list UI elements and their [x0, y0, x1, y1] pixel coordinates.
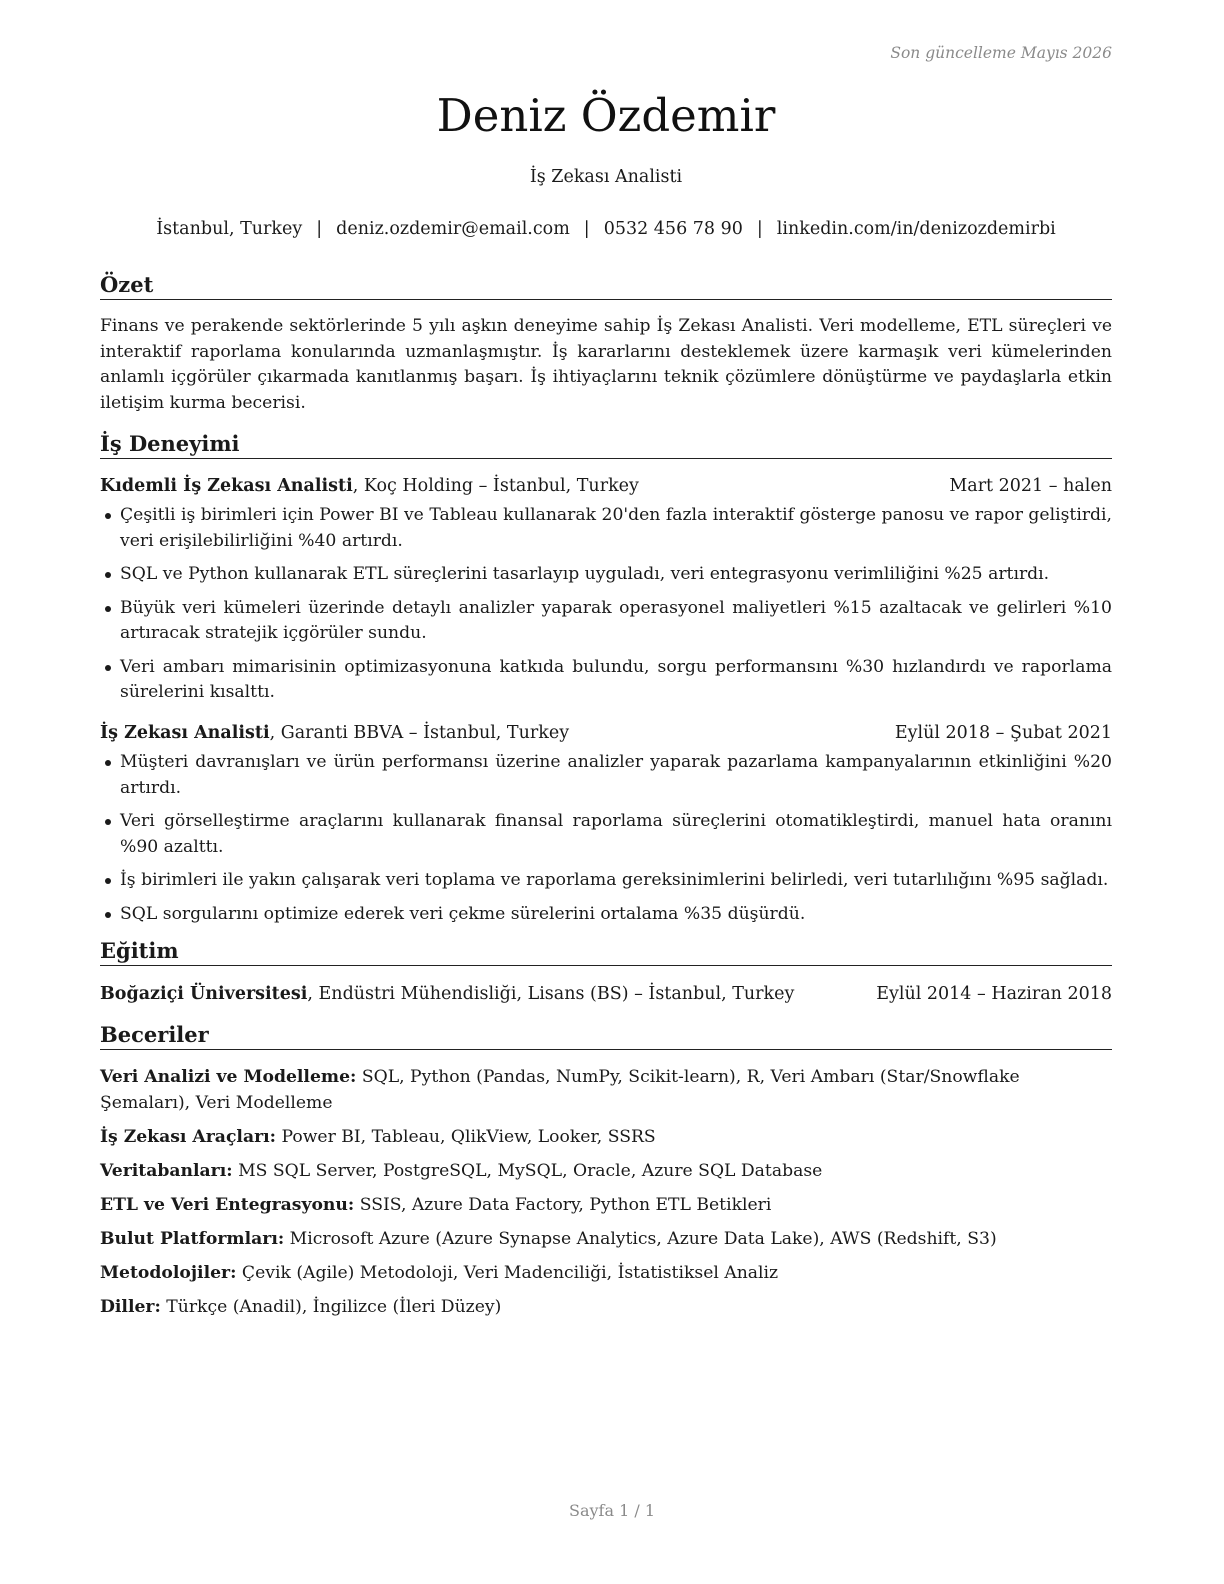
section-heading-summary: Özet	[100, 272, 1112, 300]
job-dates: Mart 2021 – halen	[949, 476, 1112, 496]
skill-label: Veri Analizi ve Modelleme:	[100, 1067, 357, 1087]
skill-value: MS SQL Server, PostgreSQL, MySQL, Oracle, Azure SQL Database	[232, 1160, 823, 1181]
skill-value: Türkçe (Anadil), İngilizce (İleri Düzey)	[160, 1296, 502, 1317]
skill-row	[100, 1159, 1112, 1185]
skill-label: İş Zekası Araçları:	[100, 1126, 277, 1147]
contact-line	[100, 219, 1112, 239]
job-role-company	[100, 474, 639, 498]
list-item: Müşteri davranışları ve ürün performansı üzerine analizler yaparak pazarlama kampanyalarının etkinliğini %20 artırdı.	[100, 750, 1112, 801]
contact-linkedin[interactable]: linkedin.com/in/denizozdemirbi	[776, 219, 1056, 239]
skill-value: SQL, Python (Pandas, NumPy, Scikit-learn), R, Veri Ambarı (Star/Snowflake Şemaları), Veri Modelleme	[100, 1067, 1020, 1113]
contact-separator: |	[316, 219, 323, 239]
education-dates: Eylül 2014 – Haziran 2018	[876, 984, 1112, 1004]
section-heading-education: Eğitim	[100, 938, 1112, 966]
job-bullets	[100, 750, 1112, 935]
job-role: İş Zekası Analisti	[100, 723, 270, 743]
job-company: , Garanti BBVA – İstanbul, Turkey	[269, 723, 570, 743]
section-heading-experience: İş Deneyimi	[100, 431, 1112, 459]
skill-value: SSIS, Azure Data Factory, Python ETL Betikleri	[354, 1194, 772, 1215]
education-school: Boğaziçi Üniversitesi	[100, 984, 308, 1004]
page-number: Sayfa 1 / 1	[568, 1501, 655, 1520]
skill-label: Veritabanları:	[100, 1160, 233, 1181]
list-item: SQL ve Python kullanarak ETL süreçlerini tasarlayıp uyguladı, veri entegrasyonu verimliliğini %25 artırdı.	[100, 562, 1112, 588]
list-item: İş birimleri ile yakın çalışarak veri toplama ve raporlama gereksinimlerini belirledi, veri tutarlılığını %95 sağladı.	[100, 868, 1112, 894]
list-item: Veri görselleştirme araçlarını kullanarak finansal raporlama süreçlerini otomatikleştirdi, manuel hata oranını %90 azalttı.	[100, 809, 1112, 860]
education-school-details	[100, 982, 794, 1006]
skill-row	[100, 1125, 1112, 1151]
list-item: Büyük veri kümeleri üzerinde detaylı analizler yaparak operasyonel maliyetleri %15 azaltacak ve gelirleri %10 artıracak stratejik içgörüler sundu.	[100, 596, 1112, 647]
education-details: , Endüstri Mühendisliği, Lisans (BS) – İstanbul, Turkey	[307, 984, 795, 1004]
skill-row	[100, 1227, 1112, 1253]
candidate-name: Deniz Özdemir	[436, 89, 776, 142]
contact-separator: |	[756, 219, 763, 239]
skill-label: Diller:	[100, 1296, 161, 1317]
list-item: Çeşitli iş birimleri için Power BI ve Tableau kullanarak 20'den fazla interaktif gösterge panosu ve rapor geliştirdi, veri erişilebilirliğini %40 artırdı.	[100, 503, 1112, 554]
last-updated: Son güncelleme Mayıs 2026	[890, 44, 1112, 62]
education-entry	[100, 982, 1112, 1006]
job-header	[100, 721, 1112, 745]
job-dates: Eylül 2018 – Şubat 2021	[894, 723, 1112, 743]
contact-email[interactable]: deniz.ozdemir@email.com	[336, 219, 570, 239]
job-role: Kıdemli İş Zekası Analisti	[100, 476, 353, 496]
contact-location: İstanbul, Turkey	[156, 219, 303, 239]
skill-row	[100, 1193, 1112, 1219]
job-role-company	[100, 721, 569, 745]
skill-value: Çevik (Agile) Metodoloji, Veri Madenciliği, İstatistiksel Analiz	[236, 1262, 779, 1283]
summary-text: Finans ve perakende sektörlerinde 5 yılı aşkın deneyime sahip İş Zekası Analisti. Veri modelleme, ETL süreçleri ve interaktif raporlama konularında uzmanlaşmıştır. İş kararlarını desteklemek üzere karmaşık veri kümelerinden anlamlı içgörüler çıkarmada kanıtlanmış başarı. İş ihtiyaçlarını teknik çözümlere dönüştürme ve paydaşlarla etkin iletişim kurma becerisi.	[100, 316, 1112, 413]
list-item: Veri ambarı mimarisinin optimizasyonuna katkıda bulundu, sorgu performansını %30 hızlandırdı ve raporlama sürelerini kısalttı.	[100, 655, 1112, 706]
skills-list	[100, 1065, 1112, 1329]
section-heading-skills: Beceriler	[100, 1022, 1112, 1050]
job-header	[100, 474, 1112, 498]
job-title: İş Zekası Analisti	[529, 167, 683, 187]
job-company: , Koç Holding – İstanbul, Turkey	[352, 476, 639, 496]
job-bullets	[100, 503, 1112, 714]
contact-phone: 0532 456 78 90	[603, 219, 743, 239]
skill-row	[100, 1261, 1112, 1287]
contact-separator: |	[583, 219, 590, 239]
skill-value: Microsoft Azure (Azure Synapse Analytics, Azure Data Lake), AWS (Redshift, S3)	[284, 1228, 997, 1249]
skill-label: ETL ve Veri Entegrasyonu:	[100, 1194, 355, 1215]
skill-value: Power BI, Tableau, QlikView, Looker, SSRS	[276, 1126, 656, 1147]
skill-row	[100, 1065, 1112, 1116]
skill-label: Bulut Platformları:	[100, 1228, 285, 1249]
skill-row	[100, 1295, 1112, 1321]
list-item: SQL sorgularını optimize ederek veri çekme sürelerini ortalama %35 düşürdü.	[100, 902, 1112, 928]
skill-label: Metodolojiler:	[100, 1262, 237, 1283]
